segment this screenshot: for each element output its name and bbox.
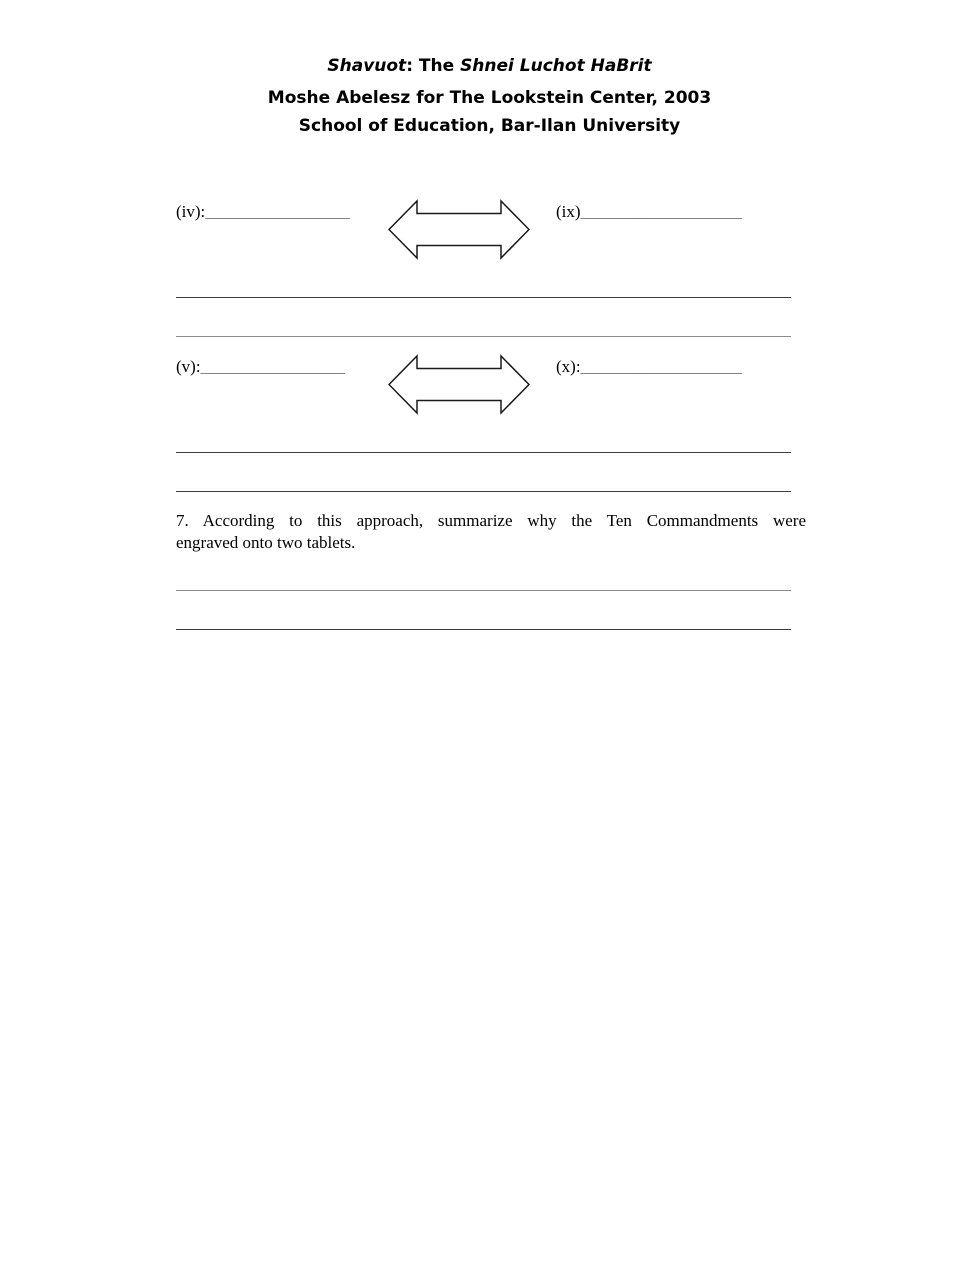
answer-line xyxy=(176,297,791,298)
pair-2-right-label: (x): xyxy=(556,357,581,376)
document-title xyxy=(0,56,979,77)
pair-1-right-field xyxy=(556,202,742,222)
document-byline: Moshe Abelesz for The Lookstein Center, 2003 xyxy=(267,88,712,108)
document-institution: School of Education, Bar-Ilan University xyxy=(298,116,681,136)
pair-2-right-field xyxy=(556,357,742,377)
pair-1-left-label: (iv): xyxy=(176,202,206,221)
pair-1-right-label: (ix) xyxy=(556,202,581,221)
pair-2-right-blank: ___________________ xyxy=(580,357,743,376)
pair-1-left-blank: _________________ xyxy=(205,202,350,221)
answer-line xyxy=(176,491,791,492)
question-7-text-line-1: 7. According to this approach, summarize why the Ten Commandments were xyxy=(176,511,806,530)
double-headed-arrow-icon xyxy=(388,354,530,415)
pair-1-left-field xyxy=(176,202,350,222)
pair-2-left-label: (v): xyxy=(176,357,201,376)
title-italic-part-1: Shavuot xyxy=(327,56,407,76)
pair-2-left-field xyxy=(176,357,345,377)
pair-2-left-blank: _________________ xyxy=(200,357,346,376)
question-7-text-line-2: engraved onto two tablets. xyxy=(176,533,356,552)
answer-line xyxy=(176,590,791,591)
answer-line xyxy=(176,629,791,630)
answer-line xyxy=(176,336,791,337)
title-italic-part-2: Shnei Luchot HaBrit xyxy=(460,56,652,76)
question-7 xyxy=(176,510,806,554)
answer-line xyxy=(176,452,791,453)
pair-1-right-blank: ___________________ xyxy=(580,202,743,221)
double-headed-arrow-icon xyxy=(388,199,530,260)
title-regular-part: : The xyxy=(406,56,461,76)
